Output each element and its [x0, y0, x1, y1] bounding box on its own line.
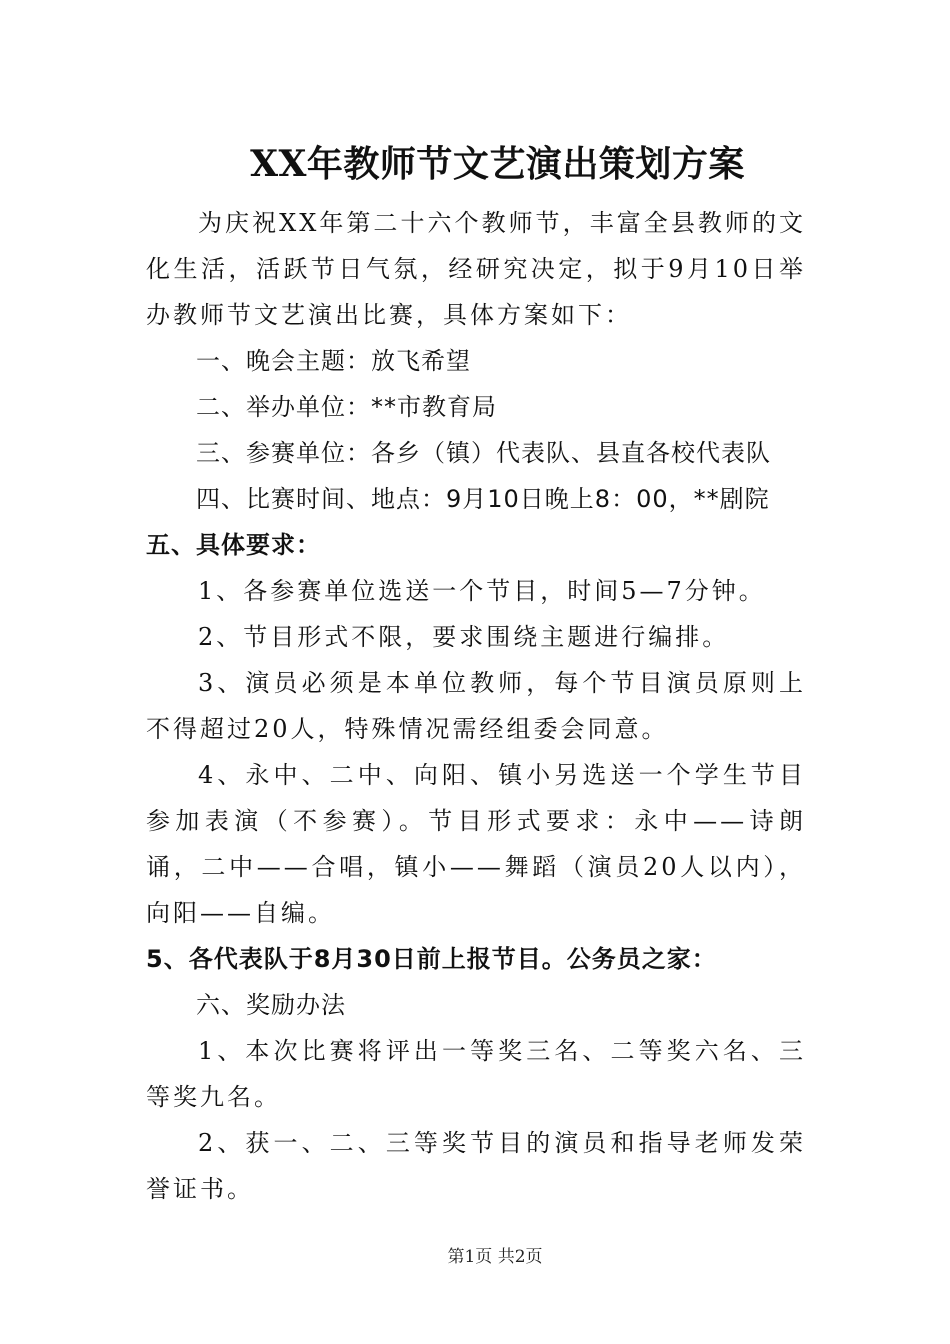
- section-5-heading: 五、具体要求：: [146, 531, 321, 559]
- requirement-3: 3、演员必须是本单位教师，每个节目演员原则上不得超过20人，特殊情况需经组委会同意。: [146, 669, 806, 743]
- reward-1: 1、本次比赛将评出一等奖三名、二等奖六名、三等奖九名。: [146, 1037, 806, 1111]
- reward-2: 2、获一、二、三等奖节目的演员和指导老师发荣誉证书。: [146, 1129, 806, 1203]
- item-theme: 一、晚会主题：放飞希望: [196, 347, 471, 375]
- page-footer: 第1页 共2页: [447, 1247, 543, 1267]
- requirement-1: 1、各参赛单位选送一个节目，时间5—7分钟。: [198, 577, 766, 605]
- item-organizer: 二、举办单位：**市教育局: [196, 393, 497, 421]
- document-title: XX年教师节文艺演出策划方案: [250, 143, 745, 185]
- item-time-place: 四、比赛时间、地点：9月10日晚上8：00，**剧院: [196, 485, 770, 513]
- document-body: [146, 200, 806, 1212]
- requirement-5: 5、各代表队于8月30日前上报节目。公务员之家：: [146, 945, 717, 973]
- item-participants: 三、参赛单位：各乡（镇）代表队、县直各校代表队: [196, 439, 771, 467]
- section-6-heading: 六、奖励办法: [196, 991, 346, 1019]
- intro-paragraph: 为庆祝XX年第二十六个教师节，丰富全县教师的文化生活，活跃节日气氛，经研究决定，拟于9月10日举办教师节文艺演出比赛，具体方案如下：: [146, 209, 806, 329]
- requirement-2: 2、节目形式不限，要求围绕主题进行编排。: [198, 623, 730, 651]
- requirement-4: 4、永中、二中、向阳、镇小另选送一个学生节目参加表演（不参赛）。节目形式要求：永中——诗朗诵，二中——合唱，镇小——舞蹈（演员20人以内），向阳——自编。: [146, 761, 806, 927]
